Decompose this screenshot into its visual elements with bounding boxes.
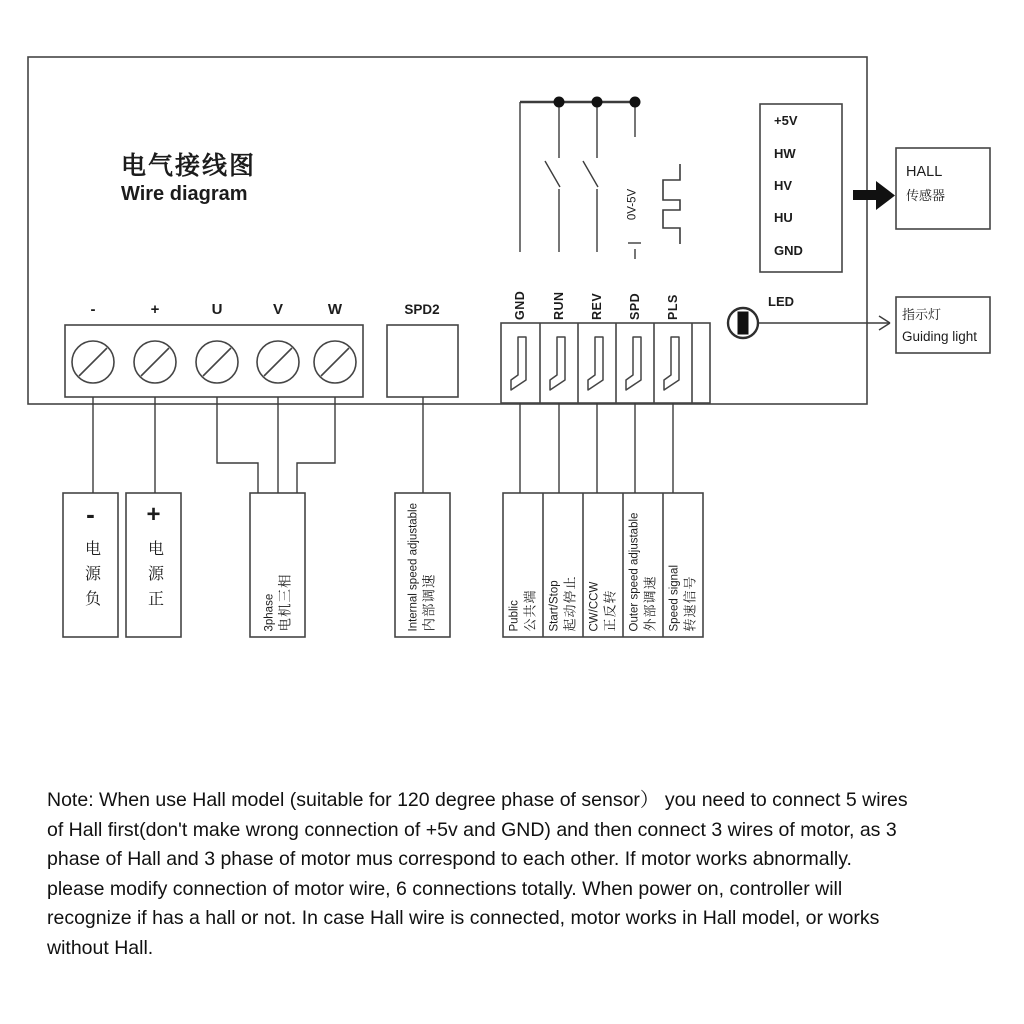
led-label: LED xyxy=(768,294,794,309)
note-line: Note: When use Hall model (suitable for 120 degree phase of sensor） you need to connect 5 wires xyxy=(47,789,908,811)
spd2-label: SPD2 xyxy=(404,302,440,317)
pin-label-spd: SPD xyxy=(628,292,642,320)
motor-3phase-label: 3phase 电机三相 xyxy=(263,573,293,632)
hall-pin-hw: HW xyxy=(774,146,796,161)
power-negative-sign: - xyxy=(86,499,95,529)
terminal-label-w: W xyxy=(327,301,343,318)
signal-cell-outer-speed: Outer speed adjustable 外部调速 xyxy=(628,512,658,632)
analog-range-label: 0V-5V xyxy=(626,188,639,221)
note-text xyxy=(47,786,997,963)
terminal-label-minus: - xyxy=(90,301,96,318)
signal-cell-cwccw: CW/CCW 正反转 xyxy=(588,581,618,632)
power-positive-label: 电源正 xyxy=(145,540,163,615)
signal-cell-startstop: Start/Stop 起动停止 xyxy=(548,575,578,632)
switch-icon xyxy=(545,102,560,252)
pin-label-run: RUN xyxy=(552,291,566,320)
switch-circuit xyxy=(520,97,641,260)
pin-label-rev: REV xyxy=(590,292,604,320)
note-line: phase of Hall and 3 phase of motor mus correspond to each other. If motor works abnormally. xyxy=(47,848,852,870)
switch-icon xyxy=(583,102,598,252)
power-terminal-block xyxy=(65,325,363,397)
guiding-light-label-en: Guiding light xyxy=(902,329,978,344)
power-negative-label: 电源负 xyxy=(82,540,100,615)
spd2-box xyxy=(387,325,458,397)
controller-box xyxy=(28,57,867,404)
note-line: recognize if has a hall or not. In case Hall wire is connected, motor works in Hall model, or works xyxy=(47,907,880,929)
diagram-title-en: Wire diagram xyxy=(121,183,248,205)
hall-pin-gnd: GND xyxy=(774,243,803,258)
guiding-light-label-zh: 指示灯 xyxy=(902,307,942,322)
hall-sensor-label-zh: 传感器 xyxy=(906,188,946,203)
signal-cell-speed-signal: Speed signal 转速信号 xyxy=(668,565,698,632)
pin-label-pls: PLS xyxy=(666,294,680,320)
hall-pin-hv: HV xyxy=(774,178,793,193)
pin-label-gnd: GND xyxy=(513,290,527,320)
diagram-title xyxy=(121,150,256,207)
internal-speed-label: Internal speed adjustable 内部调速 xyxy=(407,502,437,632)
diagram-title-zh: 电气接线图 xyxy=(121,152,257,180)
note-line: of Hall first(don't make wrong connection of +5v and GND) and then connect 3 wires of motor, as 3 xyxy=(47,818,897,841)
signal-cell-public: Public 公共端 xyxy=(508,589,538,632)
wires xyxy=(93,397,673,493)
led-indicator-icon xyxy=(728,308,758,338)
hall-sensor-label xyxy=(906,160,945,208)
terminal-label-plus: + xyxy=(150,301,160,318)
power-positive-sign: + xyxy=(146,501,161,528)
hall-sensor-label-en: HALL xyxy=(906,164,943,180)
screw-terminal-icons xyxy=(72,341,356,383)
led-arrow-icon xyxy=(759,316,890,330)
note-line: please modify connection of motor wire, 6 connections totally. When power on, controller will xyxy=(47,877,843,900)
terminal-label-u: U xyxy=(211,301,223,318)
guiding-light-label xyxy=(902,304,977,348)
hall-pin-5v: +5V xyxy=(774,113,798,128)
terminal-label-v: V xyxy=(272,301,283,318)
hall-pin-hu: HU xyxy=(774,210,793,225)
hall-arrow-icon xyxy=(853,181,895,210)
note-line: without Hall. xyxy=(47,936,154,959)
pulse-signal-icon xyxy=(663,164,680,244)
